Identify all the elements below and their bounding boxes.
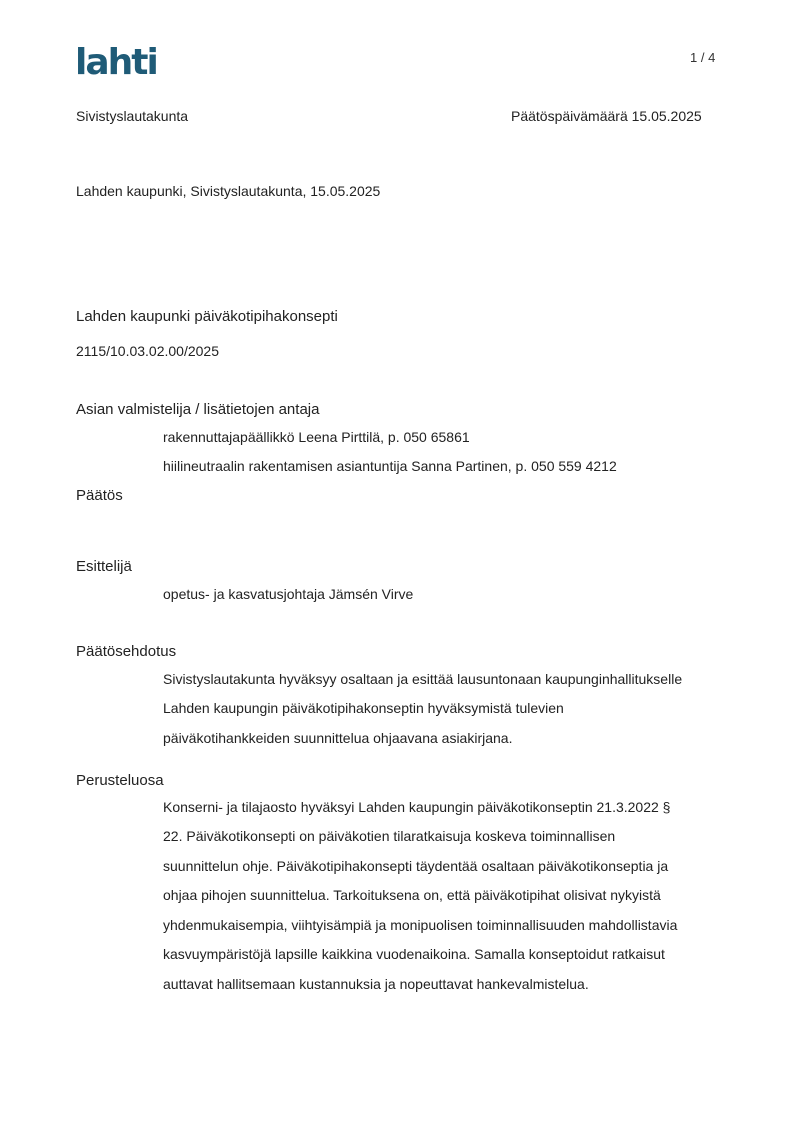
preparers-heading: Asian valmistelija / lisätietojen antaja (76, 401, 320, 418)
rationale-line: Konserni- ja tilajaosto hyväksyi Lahden kaupungin päiväkotikonseptin 21.3.2022 § (163, 799, 671, 815)
proposal-heading: Päätösehdotus (76, 643, 177, 660)
rationale-line: kasvuympäristöjä lapsille kaikkina vuodenaikoina. Samalla konseptoidut ratkaisut (163, 946, 665, 962)
lahti-logo: lahti (75, 42, 157, 83)
rationale-line: suunnittelun ohje. Päiväkotipihakonsepti täydentää osaltaan päiväkotikonseptia ja (163, 858, 669, 874)
board-name: Sivistyslautakunta (76, 108, 189, 124)
decision-heading: Päätös (76, 487, 123, 504)
presenter-name: opetus- ja kasvatusjohtaja Jämsén Virve (163, 586, 414, 602)
proposal-line: päiväkotihankkeiden suunnittelua ohjaavana asiakirjana. (163, 730, 513, 746)
rationale-line: yhdenmukaisempia, viihtyisämpiä ja monipuolisen toiminnallisuuden mahdollistavia (163, 917, 678, 933)
proposal-line: Lahden kaupungin päiväkotipihakonseptin hyväksymistä tulevien (163, 700, 564, 716)
case-number: 2115/10.03.02.00/2025 (76, 343, 219, 359)
meeting-line: Lahden kaupunki, Sivistyslautakunta, 15.05.2025 (76, 183, 381, 199)
preparer-line: rakennuttajapäällikkö Leena Pirttilä, p. 050 65861 (163, 429, 470, 445)
page-number: 1 / 4 (690, 50, 716, 65)
rationale-line: ohjaa pihojen suunnittelua. Tarkoituksena on, että päiväkotipihat olisivat nykyistä (163, 887, 661, 903)
rationale-heading: Perusteluosa (76, 772, 164, 789)
decision-date: Päätöspäivämäärä 15.05.2025 (511, 108, 702, 124)
rationale-line: 22. Päiväkotikonsepti on päiväkotien tilaratkaisuja koskeva toiminnallisen (163, 828, 616, 844)
presenter-heading: Esittelijä (76, 558, 132, 575)
proposal-line: Sivistyslautakunta hyväksyy osaltaan ja esittää lausuntonaan kaupunginhallitukselle (163, 671, 683, 687)
preparer-line: hiilineutraalin rakentamisen asiantuntija Sanna Partinen, p. 050 559 4212 (163, 458, 617, 474)
document-title: Lahden kaupunki päiväkotipihakonsepti (76, 308, 338, 325)
rationale-line: auttavat hallitsemaan kustannuksia ja nopeuttavat hankevalmistelua. (163, 976, 589, 992)
